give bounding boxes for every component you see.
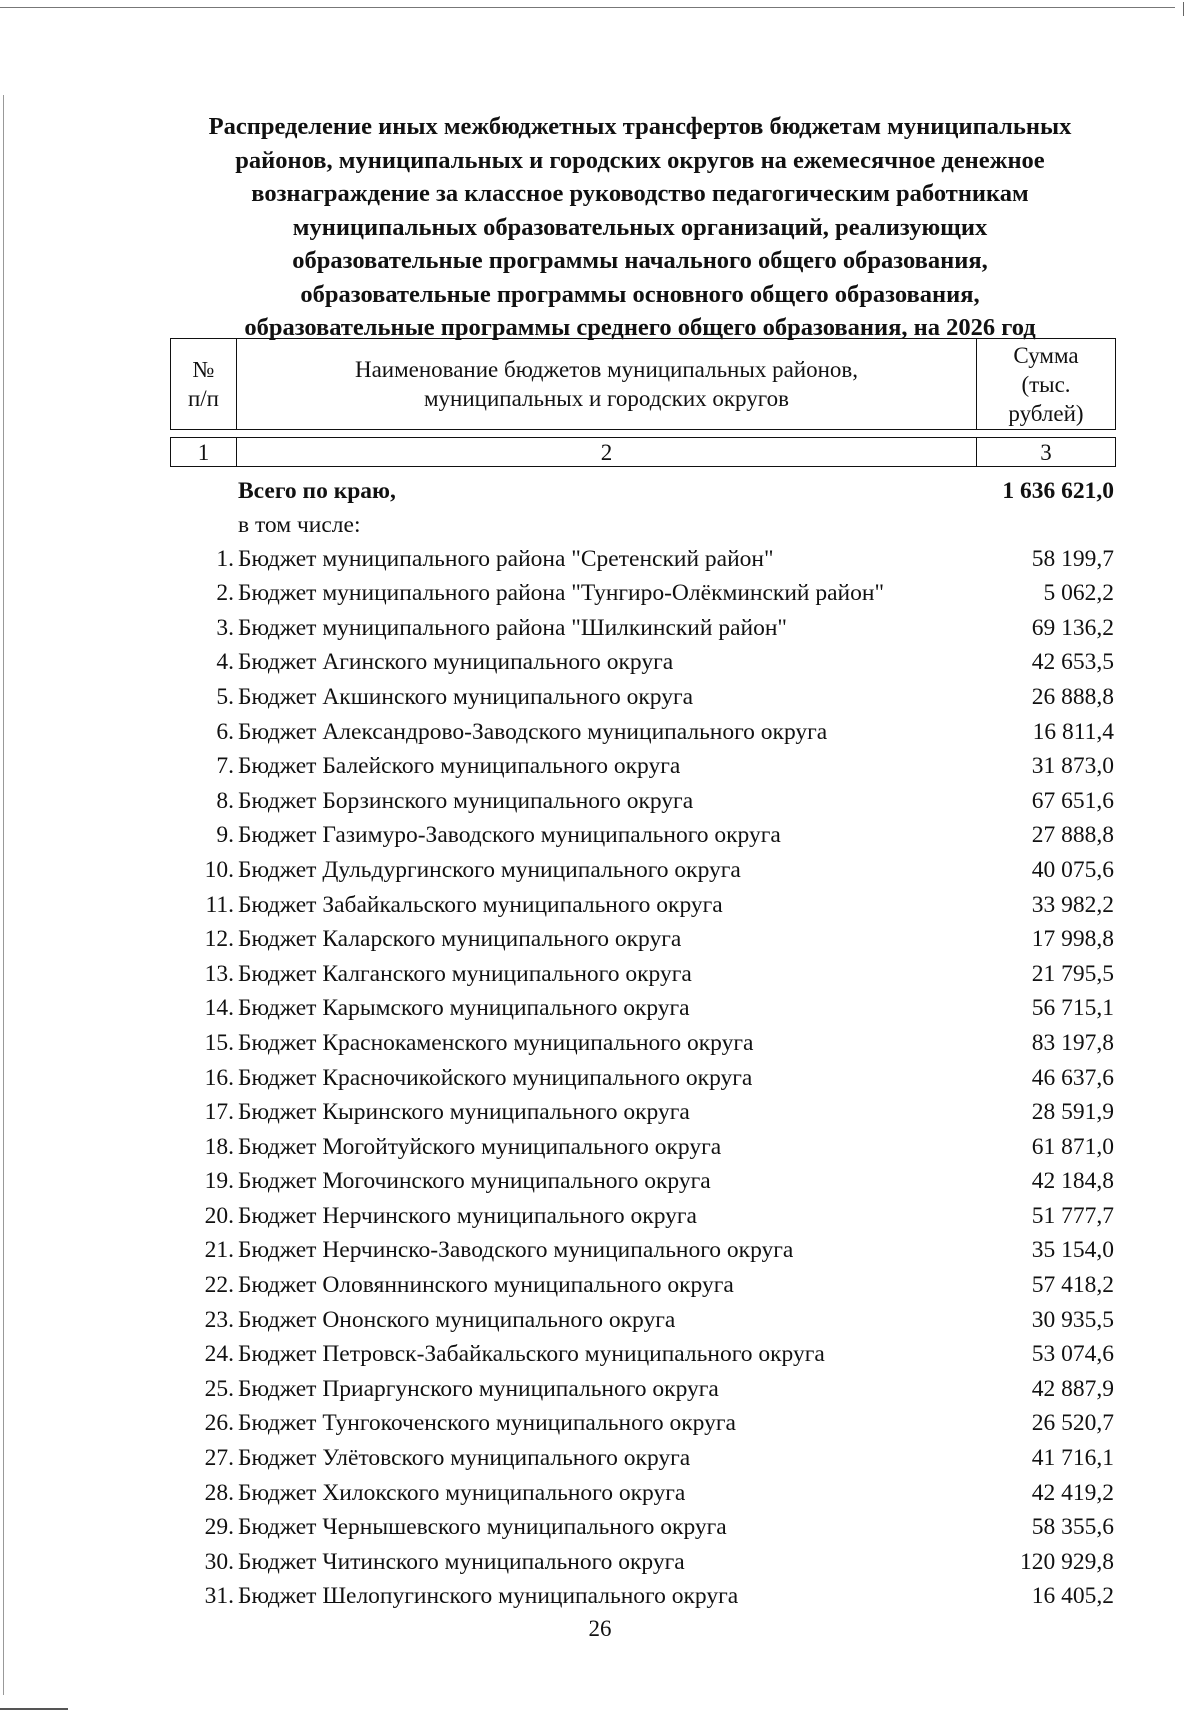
row-name: Бюджет Приаргунского муниципального округа [238,1375,719,1402]
row-amount: 30 935,5 [1031,1306,1114,1333]
row-amount: 42 887,9 [1031,1375,1114,1402]
row-amount: 57 418,2 [1031,1272,1114,1299]
row-amount: 33 982,2 [1031,891,1114,918]
row-amount: 58 199,7 [1031,545,1114,572]
title-line: образовательные программы среднего общего образования, на 2026 год [244,314,1036,341]
row-number: 18. [204,1133,234,1160]
row-name: Бюджет Шелопугинского муниципального округа [238,1583,739,1610]
table-row [170,1164,1116,1199]
row-number: 25. [204,1375,234,1402]
table-row [170,1199,1116,1234]
row-number: 17. [204,1099,234,1126]
row-name: Бюджет Газимуро-Заводского муниципального округа [238,822,781,849]
row-amount: 21 795,5 [1031,960,1114,987]
table-row [170,1303,1116,1338]
table-row [170,991,1116,1026]
row-number: 5. [216,683,234,710]
row-name: Бюджет Петровск-Забайкальского муниципального округа [238,1341,825,1368]
row-name: Бюджет Читинского муниципального округа [238,1548,685,1575]
table-row [170,1372,1116,1407]
header-cell-name [237,339,977,430]
title-line: районов, муниципальных и городских округов на ежемесячное денежное [235,146,1045,174]
document-title [165,110,1115,345]
table-row [170,576,1116,611]
row-number: 27. [204,1445,234,1472]
table-row [170,1337,1116,1372]
row-amount: 42 653,5 [1031,649,1114,676]
table-column-numbers [170,437,1116,467]
row-name: Бюджет Акшинского муниципального округа [238,683,694,710]
row-amount: 42 184,8 [1031,1168,1114,1195]
scan-edge-bottom [0,1708,68,1710]
row-number: 2. [216,580,234,607]
row-amount: 26 520,7 [1031,1410,1114,1437]
row-name: Бюджет Калганского муниципального округа [238,960,692,987]
header-text: № [192,357,215,382]
row-name: Бюджет муниципального района "Тунгиро-Олёкминский район" [238,580,885,607]
row-name: Бюджет Чернышевского муниципального округа [238,1514,727,1541]
total-row [170,474,1116,509]
row-number: 6. [216,718,234,745]
column-number: 2 [237,438,977,467]
header-text: рублей) [1008,400,1084,426]
row-name: Бюджет муниципального района "Шилкинский район" [238,614,788,641]
title-line: муниципальных образовательных организаций, реализующих [292,213,988,241]
total-amount: 1 636 621,0 [1002,478,1114,504]
row-number: 19. [204,1168,234,1195]
row-number: 14. [204,995,234,1022]
row-amount: 46 637,6 [1031,1064,1114,1091]
row-name: Бюджет Кыринского муниципального округа [238,1099,690,1126]
row-amount: 17 998,8 [1031,926,1114,953]
header-text: п/п [187,386,219,411]
row-number: 15. [204,1029,234,1056]
row-number: 20. [204,1202,234,1229]
row-amount: 41 716,1 [1031,1445,1114,1472]
table-row [170,818,1116,853]
row-amount: 31 873,0 [1031,753,1114,780]
row-number: 24. [204,1341,234,1368]
subtotal-row [170,509,1116,542]
budget-rows [170,542,1116,1614]
row-name: Бюджет Каларского муниципального округа [238,926,682,953]
row-amount: 42 419,2 [1031,1479,1114,1506]
row-name: Бюджет Ононского муниципального округа [238,1306,676,1333]
row-amount: 26 888,8 [1031,683,1114,710]
row-name: Бюджет Красночикойского муниципального округа [238,1064,753,1091]
total-label: Всего по краю, [238,478,396,504]
title-line: образовательные программы основного общего образования, [300,280,980,308]
row-name: Бюджет Борзинского муниципального округа [238,787,694,814]
title-line: Распределение иных межбюджетных трансфертов бюджетам муниципальных [208,113,1072,140]
header-cell-number [171,339,237,430]
scan-edge-top [0,7,1175,8]
table-row [170,1510,1116,1545]
table-row [170,680,1116,715]
row-name: Бюджет Могочинского муниципального округа [238,1168,711,1195]
row-name: Бюджет Тунгокоченского муниципального округа [238,1410,736,1437]
row-name: Бюджет Александрово-Заводского муниципального округа [238,718,828,745]
table-row [170,1061,1116,1096]
row-name: Бюджет Улётовского муниципального округа [238,1445,691,1472]
table-row [170,1130,1116,1165]
header-text: Наименование бюджетов муниципальных районов, [354,357,859,382]
column-number: 3 [977,438,1116,467]
table-row [170,1026,1116,1061]
row-amount: 67 651,6 [1031,787,1114,814]
table-header [170,338,1116,430]
table-row [170,645,1116,680]
row-number: 23. [204,1306,234,1333]
table-body [170,474,1116,1614]
row-number: 9. [216,822,234,849]
table-row [170,1579,1116,1614]
table-row [170,957,1116,992]
row-number: 22. [204,1272,234,1299]
row-amount: 28 591,9 [1031,1099,1114,1126]
row-amount: 56 715,1 [1031,995,1114,1022]
row-number: 12. [204,926,234,953]
table-row [170,611,1116,646]
row-number: 11. [205,891,234,918]
row-number: 28. [204,1479,234,1506]
header-text: муниципальных и городских округов [424,386,789,411]
row-number: 3. [216,614,234,641]
table-row [170,888,1116,923]
row-name: Бюджет Оловяннинского муниципального округа [238,1272,734,1299]
row-name: Бюджет Балейского муниципального округа [238,753,681,780]
scan-edge-mark [1183,2,1184,16]
header-cell-amount [977,339,1116,430]
row-amount: 27 888,8 [1031,822,1114,849]
table-row [170,1406,1116,1441]
table-row [170,749,1116,784]
scan-edge-left [3,95,4,1695]
row-amount: 51 777,7 [1031,1202,1114,1229]
table-row [170,1095,1116,1130]
row-amount: 35 154,0 [1031,1237,1114,1264]
row-amount: 5 062,2 [1043,580,1114,607]
page-number: 26 [588,1616,612,1641]
table-row [170,1268,1116,1303]
row-amount: 53 074,6 [1031,1341,1114,1368]
title-line: образовательные программы начального общего образования, [292,247,988,274]
row-number: 7. [216,753,234,780]
row-name: Бюджет Дульдургинского муниципального округа [238,856,741,883]
row-number: 4. [216,649,234,676]
row-number: 8. [216,787,234,814]
row-amount: 16 405,2 [1031,1583,1114,1610]
table-row [170,1441,1116,1476]
row-name: Бюджет Агинского муниципального округа [238,649,674,676]
subtotal-label: в том числе: [238,511,361,538]
row-name: Бюджет Карымского муниципального округа [238,995,690,1022]
row-name: Бюджет Забайкальского муниципального округа [238,891,723,918]
row-amount: 40 075,6 [1031,856,1114,883]
table-row [170,542,1116,577]
table-row [170,784,1116,819]
row-number: 10. [204,856,234,883]
row-name: Бюджет Хилокского муниципального округа [238,1479,686,1506]
table-row [170,1545,1116,1580]
header-text: (тыс. [1021,371,1071,397]
row-amount: 16 811,4 [1032,718,1114,745]
row-number: 30. [204,1548,234,1575]
table-row [170,1476,1116,1511]
row-amount: 83 197,8 [1031,1029,1114,1056]
row-number: 29. [204,1514,234,1541]
row-name: Бюджет муниципального района "Сретенский район" [238,545,774,572]
row-amount: 61 871,0 [1031,1133,1114,1160]
row-name: Бюджет Краснокаменского муниципального округа [238,1029,754,1056]
header-text: Сумма [1013,342,1079,368]
table-row [170,715,1116,750]
row-name: Бюджет Нерчинско-Заводского муниципального округа [238,1237,794,1264]
row-name: Бюджет Нерчинского муниципального округа [238,1202,697,1229]
row-number: 16. [204,1064,234,1091]
row-number: 31. [204,1583,234,1610]
row-amount: 58 355,6 [1031,1514,1114,1541]
title-line: вознаграждение за классное руководство педагогическим работникам [251,180,1029,207]
row-name: Бюджет Могойтуйского муниципального округа [238,1133,722,1160]
row-number: 1. [216,545,234,572]
table-row [170,922,1116,957]
column-number: 1 [171,438,237,467]
row-number: 26. [204,1410,234,1437]
row-number: 13. [204,960,234,987]
row-amount: 120 929,8 [1020,1548,1114,1575]
row-number: 21. [204,1237,234,1264]
row-amount: 69 136,2 [1031,614,1114,641]
table-row [170,1233,1116,1268]
table-row [170,853,1116,888]
